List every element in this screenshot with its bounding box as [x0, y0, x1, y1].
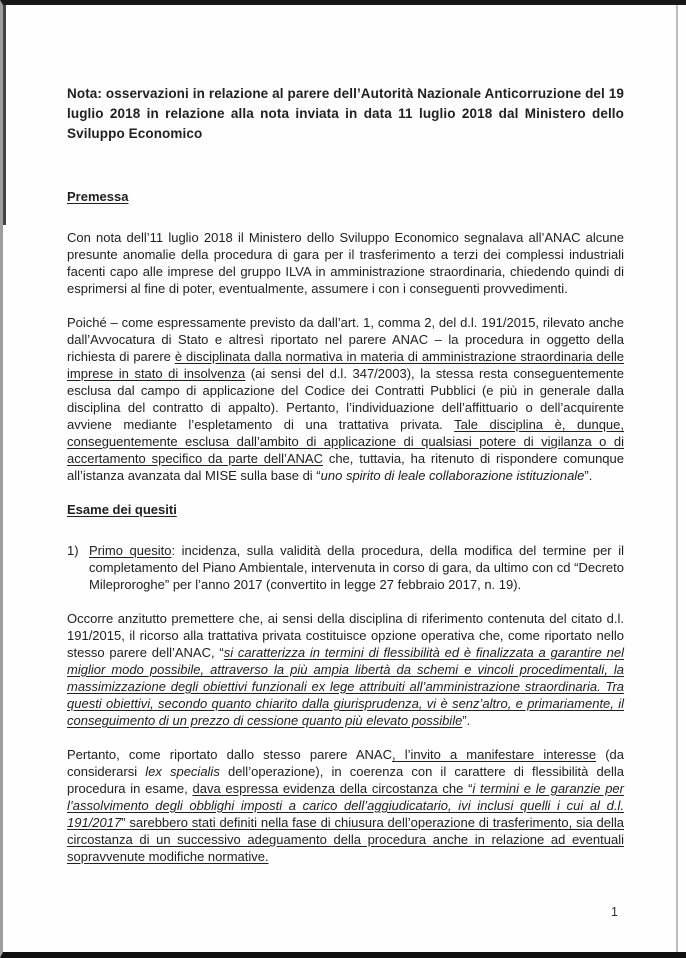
text-run: Pertanto, come riportato dallo stesso parere ANAC — [67, 747, 392, 762]
document-title: Nota: osservazioni in relazione al parere dell’Autorità Nazionale Anticorruzione del 19 luglio 2018 in relazione alla nota inviata in data 11 luglio 2018 dal Ministero dello Sviluppo Economico — [67, 86, 624, 141]
scan-edge-left — [3, 5, 6, 225]
text-run: (da considerarsi — [67, 747, 624, 779]
page-number: 1 — [611, 905, 618, 919]
paragraph — [67, 314, 624, 484]
text-run: Occorre anzitutto premettere che, ai sensi della disciplina di riferimento contenuta del citato d.l. 191/2015, il ricorso alla trattativa privata costituisce opzione operativa che, come riportato nello stesso parere dell’ANAC, “ — [67, 611, 624, 660]
scan-edge-right — [676, 5, 678, 952]
document-body — [67, 188, 624, 865]
text-run: Primo quesito — [89, 543, 172, 558]
text-run: uno spirito di leale collaborazione istituzionale — [320, 468, 585, 483]
text-run: ” sarebbero stati definiti nella fase di chiusura dell’operazione di trasferimento, sia della circostanza di un successivo adeguamento della procedura anche in relazione ad eventuali sopravvenute modifiche normative. — [67, 815, 624, 864]
text-run: i termini e le garanzie per l’assolvimento degli obblighi imposti a carico dell’aggiudicatario, ivi inclusi quelli i cui al d.l. 191/2017 — [67, 781, 624, 830]
paragraph — [67, 610, 624, 729]
document-content — [67, 84, 624, 882]
paragraph — [67, 229, 624, 297]
list-item — [67, 542, 624, 593]
text-run: ”. — [584, 468, 593, 483]
text-run: è disciplinata dalla normativa in materia di amministrazione straordinaria delle imprese in stato di insolvenza — [67, 349, 624, 381]
paragraph — [67, 746, 624, 865]
text-run: : incidenza, sulla validità della procedura, della modifica del termine per il completamento del Piano Ambientale, intervenuta in corso di gara, da ultimo con cd “Decreto Mileproroghe” per l’anno 2017 (convertito in legge 27 febbraio 2017, n. 19). — [89, 543, 624, 592]
text-run: , l’invito a manifestare interesse — [391, 747, 597, 762]
text-run: dell’operazione), in coerenza con il carattere di flessibilità della procedura in esame, — [67, 764, 624, 796]
text-run: ”. — [462, 713, 471, 728]
text-run: lex specialis — [145, 764, 220, 779]
section-heading: Esame dei quesiti — [67, 502, 177, 517]
text-run: Con nota dell’11 luglio 2018 il Ministero dello Sviluppo Economico segnalava all’ANAC alcune presunte anomalie della procedura di gara per il trasferimento a terzi dei complessi industriali facenti capo alle imprese del gruppo ILVA in amministrazione straordinaria, chiedendo quindi di esprimersi al fine di poter, eventualmente, assumere i con i conseguenti provvedimenti. — [67, 230, 624, 296]
list-marker: 1) — [67, 543, 79, 558]
section-heading: Premessa — [67, 189, 129, 204]
text-run: Tale disciplina è, dunque, conseguentemente esclusa dall’ambito di applicazione di qualsiasi potere di vigilanza o di accertamento specifico da parte dell’ANAC — [67, 417, 624, 466]
text-run: (ai sensi del d.l. 347/2003), la stessa resta conseguentemente esclusa dal campo di applicazione del Codice dei Contratti Pubblici (e più in generale dalla disciplina del contratto di appalto). Pertanto, l’individuazione dell’affittuario o dell’acquirente avviene mediante l’espletamento di una trattativa privata. — [67, 366, 624, 432]
text-run: che, tuttavia, ha ritenuto di rispondere comunque all’istanza avanzata dal MISE sulla base di “ — [67, 451, 624, 483]
text-run: Poiché – come espressamente previsto da dall’art. 1, comma 2, del d.l. 191/2015, rilevato anche dall’Avvocatura di Stato e altresì riportato nel parere ANAC – la procedura in oggetto della richiesta di parere — [67, 315, 624, 364]
text-run: si caratterizza in termini di flessibilità ed è finalizzata a garantire nel miglior modo possibile, attraverso la più ampia libertà da schemi e vincoli procedimentali, la massimizzazione degli obiettivi funzionali ex lege attribuiti all’amministrazione straordinaria. Tra questi obiettivi, secondo quanto chiarito dalla giurisprudenza, vi è senz’altro, e primariamente, il conseguimento di un prezzo di cessione quanto più elevato possibile — [67, 645, 624, 728]
text-run: dava espressa evidenza della circostanza che “ — [192, 781, 473, 796]
